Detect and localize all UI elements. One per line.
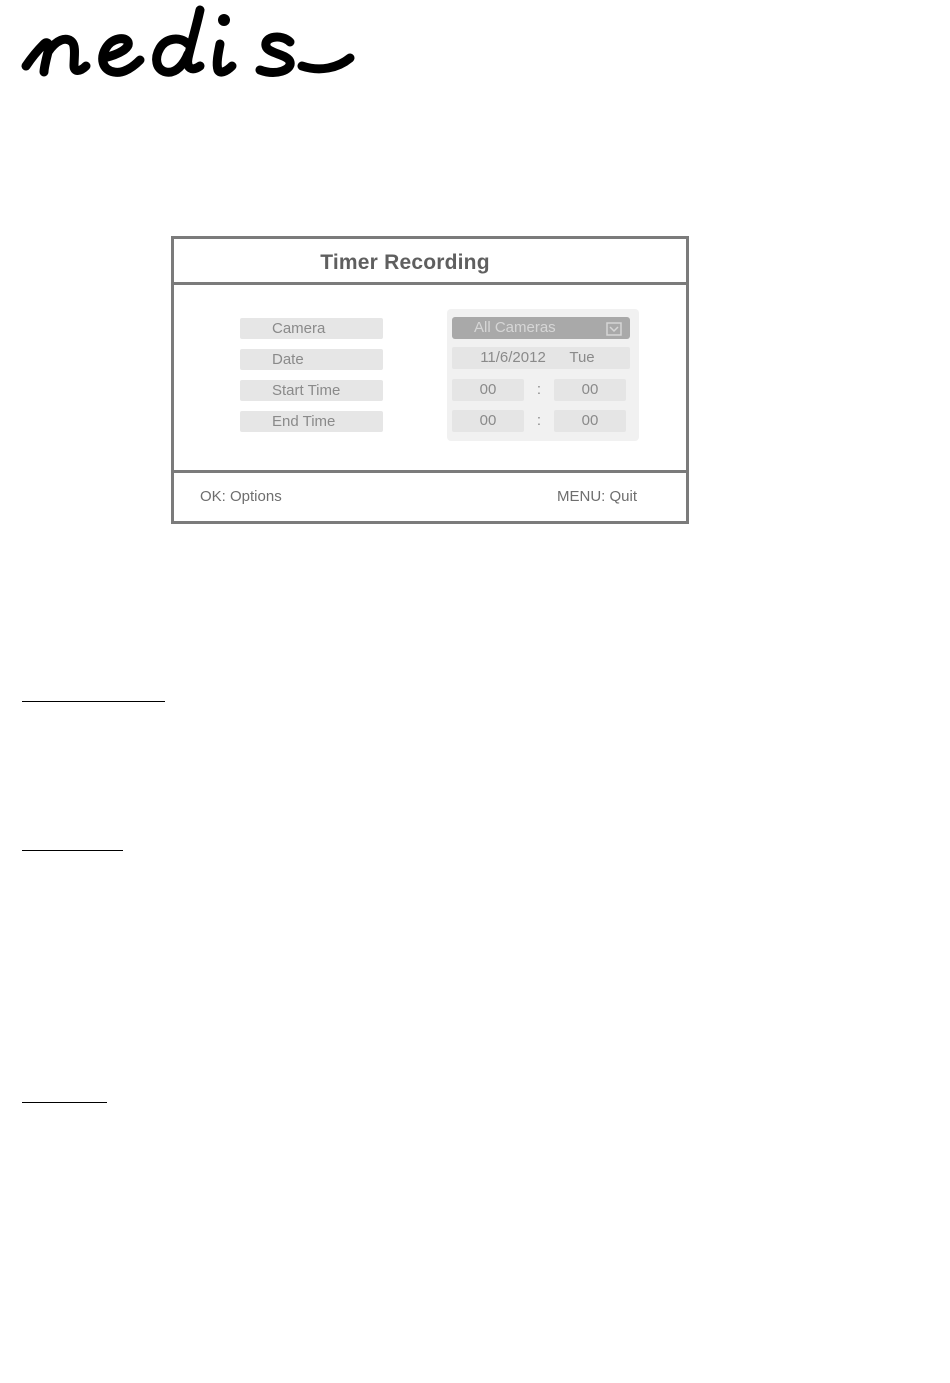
camera-select[interactable] <box>452 317 630 339</box>
section-underline-3 <box>22 1102 107 1103</box>
footer-menu-quit: MENU: Quit <box>557 488 638 505</box>
end-hour-field[interactable]: 00 <box>452 410 524 432</box>
field-label-start-time[interactable]: Start Time <box>240 380 383 401</box>
end-minute-field[interactable]: 00 <box>554 410 626 432</box>
day-value: Tue <box>569 349 595 366</box>
timer-recording-dialog <box>171 236 689 524</box>
field-label-end-time[interactable]: End Time <box>240 411 383 432</box>
nedis-logo <box>20 2 355 94</box>
dialog-title-bar <box>174 239 686 285</box>
dialog-footer <box>174 470 686 524</box>
camera-select-value: All Cameras <box>474 319 556 336</box>
start-minute-field[interactable]: 00 <box>554 379 626 401</box>
date-value: 11/6/2012 <box>480 349 546 366</box>
field-label-date[interactable]: Date <box>240 349 383 370</box>
dropdown-arrow-icon <box>606 321 622 335</box>
section-underline-1 <box>22 701 165 702</box>
field-label-camera[interactable]: Camera <box>240 318 383 339</box>
end-time-separator: : <box>536 412 542 429</box>
start-time-separator: : <box>536 381 542 398</box>
section-underline-2 <box>22 850 123 851</box>
dialog-title: Timer Recording <box>320 251 490 274</box>
nedis-logo-graphic <box>20 2 355 94</box>
start-hour-field[interactable]: 00 <box>452 379 524 401</box>
footer-ok-options: OK: Options <box>200 488 282 505</box>
